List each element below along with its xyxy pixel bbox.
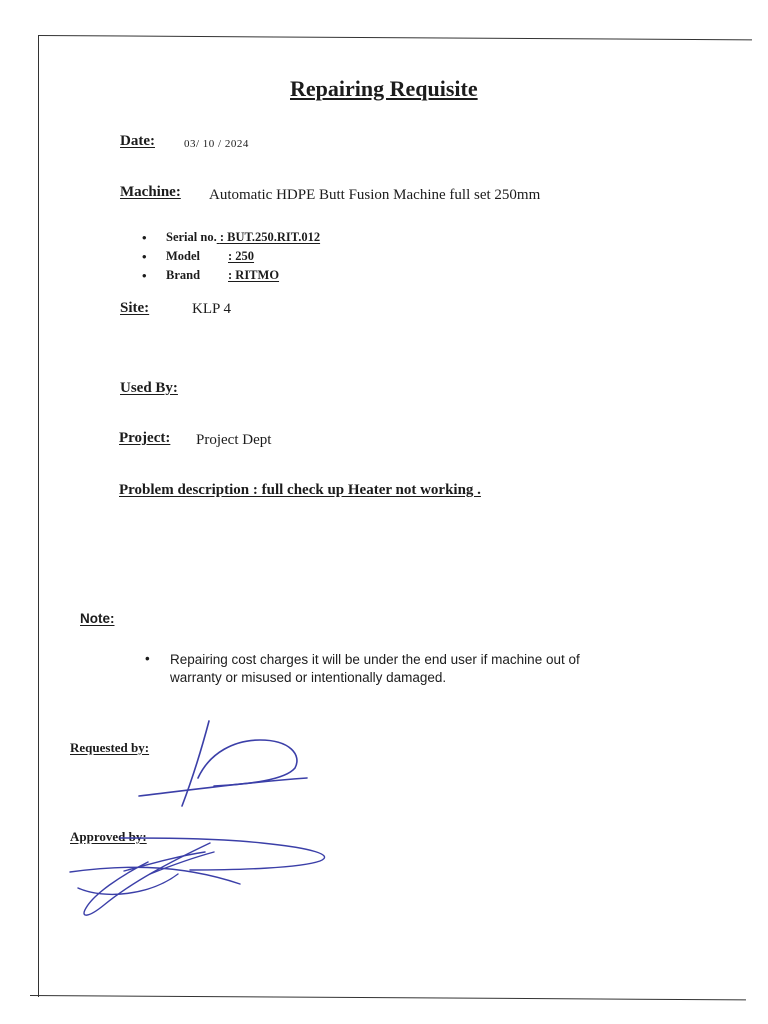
bullet-icon: • (142, 268, 147, 283)
requested-by-label: Requested by: (70, 740, 150, 755)
spec-label: Serial no. (166, 230, 217, 244)
machine-value: Automatic HDPE Butt Fusion Machine full set 250mm (209, 187, 541, 203)
site-label: Site: (120, 300, 150, 316)
spec-value: : BUT.250.RIT.012 (219, 230, 321, 244)
spec-value: : RITMO (228, 268, 280, 282)
machine-label: Machine: (120, 184, 181, 200)
project-label: Project: (119, 430, 171, 446)
used-by-label: Used By: (120, 380, 178, 396)
note-bullet-icon: • (145, 651, 150, 666)
approved-by-label: Approved by: (70, 829, 147, 844)
requested-by-signature (139, 721, 307, 806)
spec-label: Brand (166, 268, 201, 282)
date-value: 03/ 10 / 2024 (184, 138, 249, 150)
document-title: Repairing Requisite (290, 76, 478, 101)
note-label: Note: (80, 611, 115, 626)
spec-label: Model (166, 249, 201, 263)
note-line-1: Repairing cost charges it will be under the end user if machine out of (170, 652, 580, 667)
bullet-icon: • (142, 230, 147, 245)
note-line-2: warranty or misused or intentionally damaged. (170, 670, 447, 685)
bullet-icon: • (142, 249, 147, 264)
site-value: KLP 4 (192, 301, 232, 317)
problem-description: Problem description : full check up Heater not working . (119, 482, 481, 498)
spec-value: : 250 (228, 249, 255, 263)
approved-by-signature (70, 838, 325, 915)
project-value: Project Dept (196, 432, 272, 448)
date-label: Date: (120, 133, 155, 149)
